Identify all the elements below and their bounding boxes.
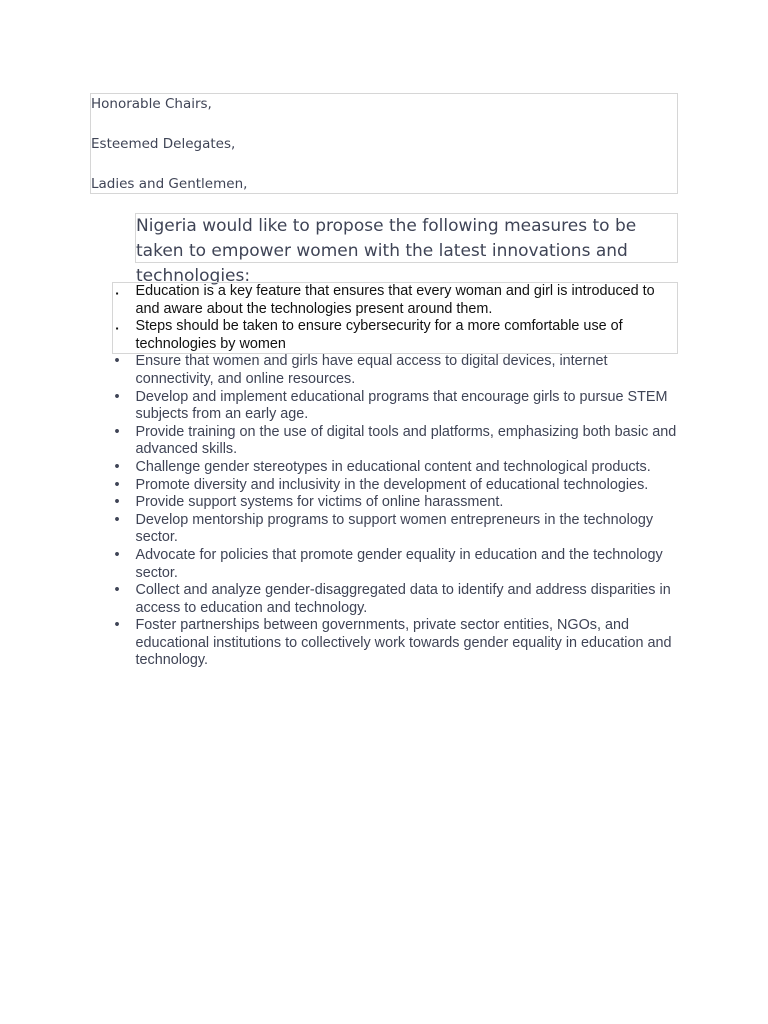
list-item-text: Develop and implement educational programs that encourage girls to pursue STEM subjects from an early age.: [135, 388, 668, 423]
list-item: [112, 424, 682, 459]
list-item-text: Provide training on the use of digital tools and platforms, emphasizing both basic and advanced skills.: [135, 423, 677, 458]
bullet-icon: [112, 319, 122, 338]
list-item: [112, 494, 682, 512]
greeting-line: Ladies and Gentlemen,: [91, 176, 248, 192]
greeting-line: Esteemed Delegates,: [91, 136, 236, 152]
list-item-text: Collect and analyze gender-disaggregated data to identify and address disparities in access to education and technology.: [135, 582, 671, 616]
bullet-icon: [112, 582, 122, 600]
bullet-icon: [112, 284, 122, 303]
bullet-icon: [112, 424, 122, 442]
list-item-text: Education is a key feature that ensures that every woman and girl is introduced to and aware about the technologies present around them.: [135, 283, 655, 317]
bullet-icon: [112, 459, 122, 477]
list-item-text: Steps should be taken to ensure cybersecurity for a more comfortable use of technologies by women: [135, 318, 623, 352]
list-item-text: Advocate for policies that promote gender equality in education and the technology sector.: [135, 546, 663, 581]
list-item: [112, 547, 682, 582]
bullet-icon: [112, 353, 122, 371]
list-item-text: Develop mentorship programs to support women entrepreneurs in the technology sector.: [135, 511, 654, 546]
bullet-icon: [112, 547, 122, 565]
bullet-icon: [112, 617, 122, 635]
list-item: [112, 582, 682, 617]
list-item: [112, 512, 682, 547]
intro-paragraph: Nigeria would like to propose the following measures to be taken to empower women with the latest innovations and technologies:: [135, 213, 678, 263]
list-item: [112, 283, 682, 318]
list-item: [112, 477, 682, 495]
list-item: [112, 389, 682, 424]
list-item: [112, 318, 682, 353]
bullet-icon: [112, 512, 122, 530]
measures-list: [112, 283, 682, 670]
list-item: [112, 617, 682, 670]
list-item: [112, 353, 682, 388]
list-item-text: Provide support systems for victims of online harassment.: [135, 494, 504, 511]
list-item-text: Promote diversity and inclusivity in the development of educational technologies.: [135, 476, 649, 493]
list-item-text: Foster partnerships between governments, private sector entities, NGOs, and educational institutions to collectively work towards gender equality in education and technology.: [135, 617, 672, 669]
list-item-text: Ensure that women and girls have equal access to digital devices, internet connectivity, and online resources.: [135, 353, 608, 387]
list-item: [112, 459, 682, 477]
bullet-icon: [112, 389, 122, 407]
bullet-icon: [112, 477, 122, 495]
list-item-text: Challenge gender stereotypes in educational content and technological products.: [135, 458, 651, 475]
greeting-line: Honorable Chairs,: [91, 96, 212, 112]
greeting-block: [90, 93, 678, 194]
bullet-icon: [112, 494, 122, 512]
